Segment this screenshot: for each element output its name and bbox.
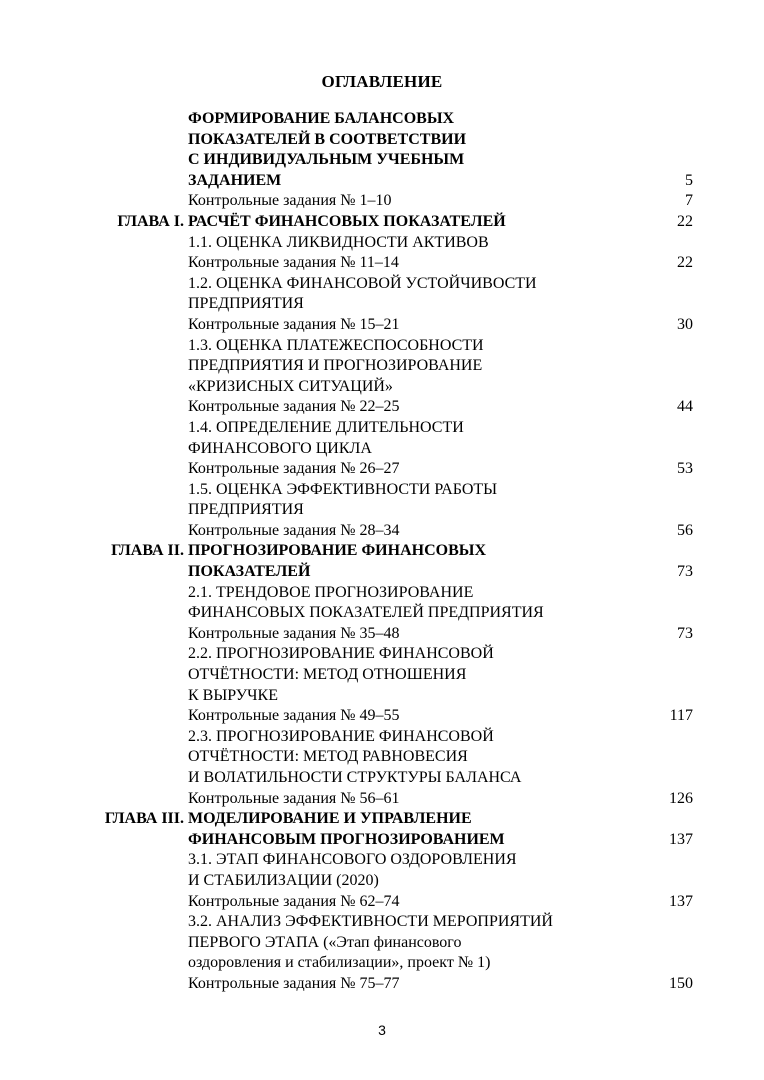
toc-entry-text: Контрольные задания № 62–74 [188, 892, 400, 910]
toc-entry [0, 212, 764, 233]
toc-entry [0, 171, 764, 192]
toc-entry [0, 892, 764, 913]
toc-entry [0, 130, 764, 151]
toc-entry-text: 3.1. ЭТАП ФИНАНСОВОГО ОЗДОРОВЛЕНИЯ [188, 851, 517, 869]
toc-entry-text: МОДЕЛИРОВАНИЕ И УПРАВЛЕНИЕ [188, 810, 472, 828]
toc-entry [0, 274, 764, 295]
toc-entry [0, 356, 764, 377]
toc-entry [0, 830, 764, 851]
page-number: 3 [378, 1022, 386, 1038]
toc-entry-text: ПРЕДПРИЯТИЯ И ПРОГНОЗИРОВАНИЕ [188, 357, 483, 375]
toc-entry [0, 933, 764, 954]
toc-entry [0, 336, 764, 357]
toc-entry-text: ФИНАНСОВОГО ЦИКЛА [188, 439, 372, 457]
toc-entry-text: оздоровления и стабилизации», проект № 1) [188, 954, 491, 972]
toc-page-number: 117 [669, 707, 693, 725]
toc-entry-text: ФИНАНСОВЫХ ПОКАЗАТЕЛЕЙ ПРЕДПРИЯТИЯ [188, 604, 544, 622]
toc-page-number: 73 [677, 624, 693, 642]
toc-entry-text: Контрольные задания № 75–77 [188, 974, 400, 992]
toc-page-number: 137 [669, 830, 693, 848]
toc-title: ОГЛАВЛЕНИЕ [321, 72, 443, 91]
toc-entry [0, 706, 764, 727]
toc-entry-text: ОТЧЁТНОСТИ: МЕТОД ОТНОШЕНИЯ [188, 666, 467, 684]
toc-entry [0, 953, 764, 974]
toc-page-number: 56 [677, 521, 693, 539]
toc-entry [0, 974, 764, 995]
toc-entry [0, 377, 764, 398]
toc-entry [0, 747, 764, 768]
toc-entry-text: Контрольные задания № 56–61 [188, 789, 400, 807]
toc-entry [0, 480, 764, 501]
toc-entry [0, 644, 764, 665]
toc-list [0, 109, 764, 995]
toc-entry-text: И ВОЛАТИЛЬНОСТИ СТРУКТУРЫ БАЛАНСА [188, 769, 522, 786]
toc-page-number: 22 [677, 254, 693, 272]
toc-entry [0, 789, 764, 810]
toc-entry [0, 871, 764, 892]
toc-entry-text: ФИНАНСОВЫМ ПРОГНОЗИРОВАНИЕМ [188, 830, 505, 848]
toc-entry-text: Контрольные задания № 1–10 [188, 192, 392, 210]
toc-entry-text: К ВЫРУЧКЕ [188, 686, 278, 704]
toc-entry-text: «КРИЗИСНЫХ СИТУАЦИЙ» [188, 377, 393, 395]
toc-entry-text: ПОКАЗАТЕЛЕЙ [188, 563, 311, 581]
toc-entry-text: ОТЧЁТНОСТИ: МЕТОД РАВНОВЕСИЯ [188, 748, 468, 766]
toc-entry-text: ПОКАЗАТЕЛЕЙ В СООТВЕТСТВИИ [188, 130, 467, 148]
toc-entry [0, 809, 764, 830]
toc-entry-text: Контрольные задания № 35–48 [188, 624, 400, 642]
toc-entry [0, 253, 764, 274]
toc-entry [0, 439, 764, 460]
toc-entry [0, 500, 764, 521]
chapter-label: ГЛАВА II. [111, 542, 184, 560]
toc-page-number: 44 [677, 398, 693, 416]
toc-entry-text: И СТАБИЛИЗАЦИИ (2020) [188, 871, 379, 889]
toc-entry-text: 2.2. ПРОГНОЗИРОВАНИЕ ФИНАНСОВОЙ [188, 645, 494, 663]
toc-page-number: 22 [677, 212, 693, 230]
toc-entry-text: 1.2. ОЦЕНКА ФИНАНСОВОЙ УСТОЙЧИВОСТИ [188, 274, 537, 292]
toc-entry-text: 2.3. ПРОГНОЗИРОВАНИЕ ФИНАНСОВОЙ [188, 727, 494, 745]
toc-entry [0, 294, 764, 315]
toc-page-number: 126 [669, 789, 693, 807]
toc-entry-text: Контрольные задания № 28–34 [188, 521, 400, 539]
toc-entry-text: 1.3. ОЦЕНКА ПЛАТЕЖЕСПОСОБНОСТИ [188, 336, 484, 354]
toc-entry [0, 150, 764, 171]
toc-entry-text: ЗАДАНИЕМ [188, 171, 282, 189]
toc-entry [0, 583, 764, 604]
toc-entry [0, 850, 764, 871]
toc-entry [0, 397, 764, 418]
toc-entry-text: ПРЕДПРИЯТИЯ [188, 501, 304, 519]
toc-entry [0, 624, 764, 645]
toc-page-number: 73 [677, 563, 693, 581]
toc-entry-text: 1.5. ОЦЕНКА ЭФФЕКТИВНОСТИ РАБОТЫ [188, 480, 498, 498]
toc-entry [0, 315, 764, 336]
chapter-label: ГЛАВА I. [117, 212, 184, 230]
toc-entry [0, 521, 764, 542]
toc-entry [0, 109, 764, 130]
toc-entry [0, 727, 764, 748]
toc-entry-text: ПРОГНОЗИРОВАНИЕ ФИНАНСОВЫХ [188, 542, 487, 560]
toc-entry-text: Контрольные задания № 15–21 [188, 315, 400, 333]
toc-page-number: 150 [669, 974, 693, 992]
toc-entry-text: 1.4. ОПРЕДЕЛЕНИЕ ДЛИТЕЛЬНОСТИ [188, 418, 464, 436]
toc-entry-text: Контрольные задания № 11–14 [188, 254, 399, 272]
toc-entry-text: 2.1. ТРЕНДОВОЕ ПРОГНОЗИРОВАНИЕ [188, 583, 474, 601]
toc-entry-text: 3.2. АНАЛИЗ ЭФФЕКТИВНОСТИ МЕРОПРИЯТИЙ [188, 913, 553, 931]
toc-entry [0, 603, 764, 624]
toc-entry [0, 233, 764, 254]
chapter-label: ГЛАВА III. [104, 810, 184, 828]
toc-entry [0, 686, 764, 707]
toc-page-number: 7 [685, 192, 693, 210]
toc-page-number: 5 [685, 171, 693, 189]
toc-entry [0, 191, 764, 212]
toc-entry [0, 418, 764, 439]
toc-entry [0, 562, 764, 583]
toc-page-number: 30 [677, 315, 693, 333]
toc-entry [0, 912, 764, 933]
toc-page-number: 137 [669, 892, 693, 910]
toc-entry [0, 459, 764, 480]
toc-entry [0, 541, 764, 562]
toc-entry-text: РАСЧЁТ ФИНАНСОВЫХ ПОКАЗАТЕЛЕЙ [188, 212, 506, 230]
toc-entry-text: ПЕРВОГО ЭТАПА («Этап финансового [188, 933, 462, 951]
toc-entry-text: С ИНДИВИДУАЛЬНЫМ УЧЕБНЫМ [188, 151, 465, 169]
toc-entry-text: Контрольные задания № 49–55 [188, 707, 400, 725]
toc-entry-text: ФОРМИРОВАНИЕ БАЛАНСОВЫХ [188, 110, 455, 127]
toc-entry [0, 768, 764, 789]
toc-entry-text: 1.1. ОЦЕНКА ЛИКВИДНОСТИ АКТИВОВ [188, 233, 489, 251]
toc-entry [0, 665, 764, 686]
toc-entry-text: Контрольные задания № 22–25 [188, 398, 400, 416]
toc-page-number: 53 [677, 460, 693, 478]
toc-entry-text: ПРЕДПРИЯТИЯ [188, 295, 304, 313]
toc-entry-text: Контрольные задания № 26–27 [188, 460, 400, 478]
